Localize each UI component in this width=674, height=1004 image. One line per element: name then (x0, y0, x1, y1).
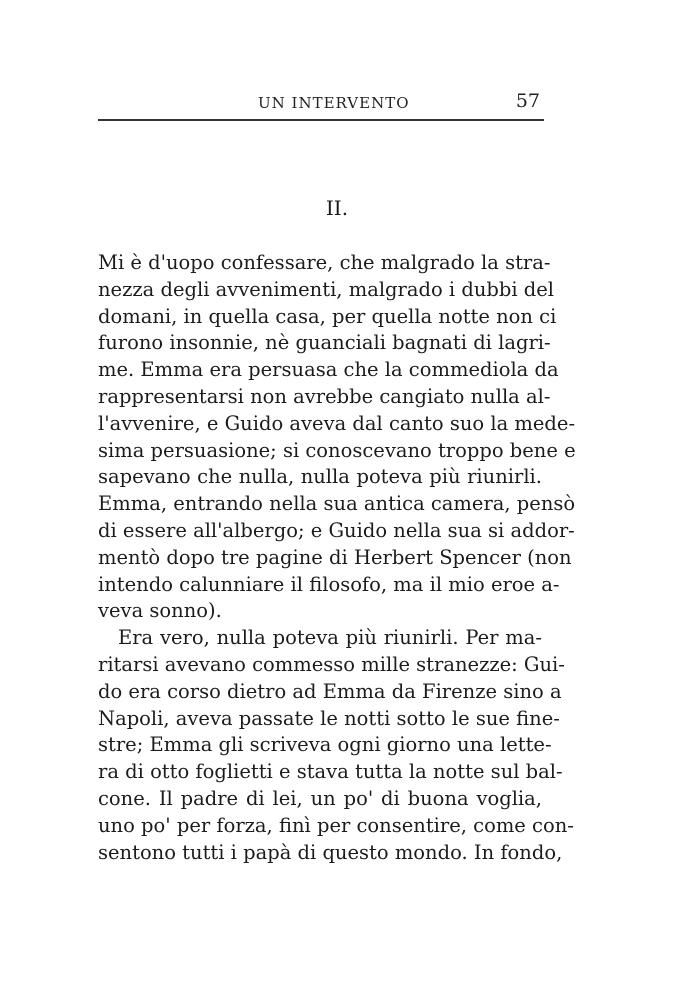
header-rule (98, 119, 544, 121)
text-line: sapevano che nulla, nulla poteva più riunirli. (98, 465, 542, 489)
running-head (98, 92, 544, 120)
text-line: ra di otto foglietti e stava tutta la notte sul bal- (98, 760, 563, 784)
text-line: ritarsi avevano commesso mille stranezze: Gui- (98, 652, 565, 676)
text-line: intendo calunniare il filosofo, ma il mio eroe a- (98, 572, 560, 596)
text-line: Era vero, nulla poteva più riunirli. Per ma- (118, 626, 542, 650)
text-line: l'avvenire, e Guido aveva dal canto suo la mede- (98, 411, 576, 435)
text-line: do era corso dietro ad Emma da Firenze sino a (98, 679, 562, 703)
text-line: me. Emma era persuasa che la commediola da (98, 358, 559, 382)
text-line: rappresentarsi non avrebbe cangiato nulla al- (98, 384, 551, 408)
text-line: furono insonnie, nè guanciali bagnati di lagri- (98, 331, 551, 355)
text-line: cone. Il padre di lei, un po' di buona voglia, (98, 786, 542, 810)
text-line: di essere all'albergo; e Guido nella sua si addor- (98, 518, 575, 542)
text-line: sentono tutti i papà di questo mondo. In fondo, (98, 840, 563, 864)
text-line: uno po' per forza, finì per consentire, come con- (98, 813, 574, 837)
page-number: 57 (515, 90, 540, 112)
running-title: UN INTERVENTO (258, 94, 410, 112)
chapter-number: II. (325, 196, 349, 220)
text-line: stre; Emma gli scriveva ogni giorno una lette- (98, 733, 552, 757)
text-line: Emma, entrando nella sua antica camera, pensò (98, 492, 576, 516)
text-line: sima persuasione; si conoscevano troppo bene e (98, 438, 576, 462)
text-line: mentò dopo tre pagine di Herbert Spencer (non (98, 545, 572, 569)
text-line: domani, in quella casa, per quella notte non ci (98, 304, 557, 328)
text-line: veva sonno). (98, 599, 222, 623)
text-line: nezza degli avvenimenti, malgrado i dubbi del (98, 277, 555, 301)
text-line: Napoli, aveva passate le notti sotto le sue fine- (98, 706, 560, 730)
text-line: Mi è d'uopo confessare, che malgrado la stra- (98, 251, 551, 274)
body-text (98, 250, 576, 866)
